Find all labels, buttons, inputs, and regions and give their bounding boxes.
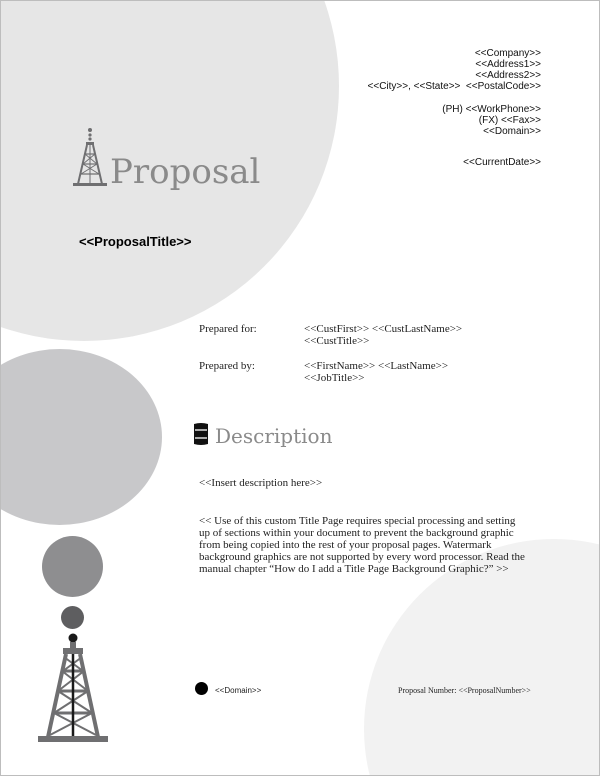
fax-field: (FX) <<Fax>> xyxy=(478,115,541,126)
oil-derrick-icon xyxy=(72,126,108,188)
oil-derrick-icon xyxy=(36,633,110,745)
work-phone-field: (PH) <<WorkPhone>> xyxy=(442,104,541,115)
medium-background-circle xyxy=(0,349,162,525)
description-heading: Description xyxy=(215,424,333,448)
title-page-note: << Use of this custom Title Page requires special processing and setting up of sections within your document to prevent the background graphic from being copied into the rest of your proposal pages. Watermark background graphics are not supported by every word processor. Read the manual chapter “How do I add a Title Page Background Graphic?” >> xyxy=(199,515,525,575)
customer-title-field: <<CustTitle>> xyxy=(304,335,370,347)
current-date-field: <<CurrentDate>> xyxy=(463,157,541,168)
oil-barrel-icon xyxy=(191,422,211,446)
customer-name-field: <<CustFirst>> <<CustLastName>> xyxy=(304,323,463,335)
city-state-postal-field: <<City>>, <<State>> <<PostalCode>> xyxy=(367,81,541,92)
preparer-title-field: <<JobTitle>> xyxy=(304,372,365,384)
preparer-name-field: <<FirstName>> <<LastName>> xyxy=(304,360,449,372)
bullet-dot-icon xyxy=(195,682,208,695)
address1-field: <<Address1>> xyxy=(475,59,541,70)
prepared-by-label: Prepared by: xyxy=(199,360,255,372)
company-field: <<Company>> xyxy=(474,48,541,59)
domain-field: <<Domain>> xyxy=(483,126,541,137)
description-placeholder: <<Insert description here>> xyxy=(199,477,323,489)
proposal-number-field: Proposal Number: <<ProposalNumber>> xyxy=(398,686,531,695)
small-background-circle xyxy=(42,536,103,597)
proposal-heading: Proposal xyxy=(110,152,261,192)
proposal-title-field: <<ProposalTitle>> xyxy=(79,234,192,249)
prepared-for-label: Prepared for: xyxy=(199,323,257,335)
tiny-background-circle xyxy=(61,606,84,629)
address2-field: <<Address2>> xyxy=(475,70,541,81)
footer-domain-field: <<Domain>> xyxy=(215,686,262,695)
